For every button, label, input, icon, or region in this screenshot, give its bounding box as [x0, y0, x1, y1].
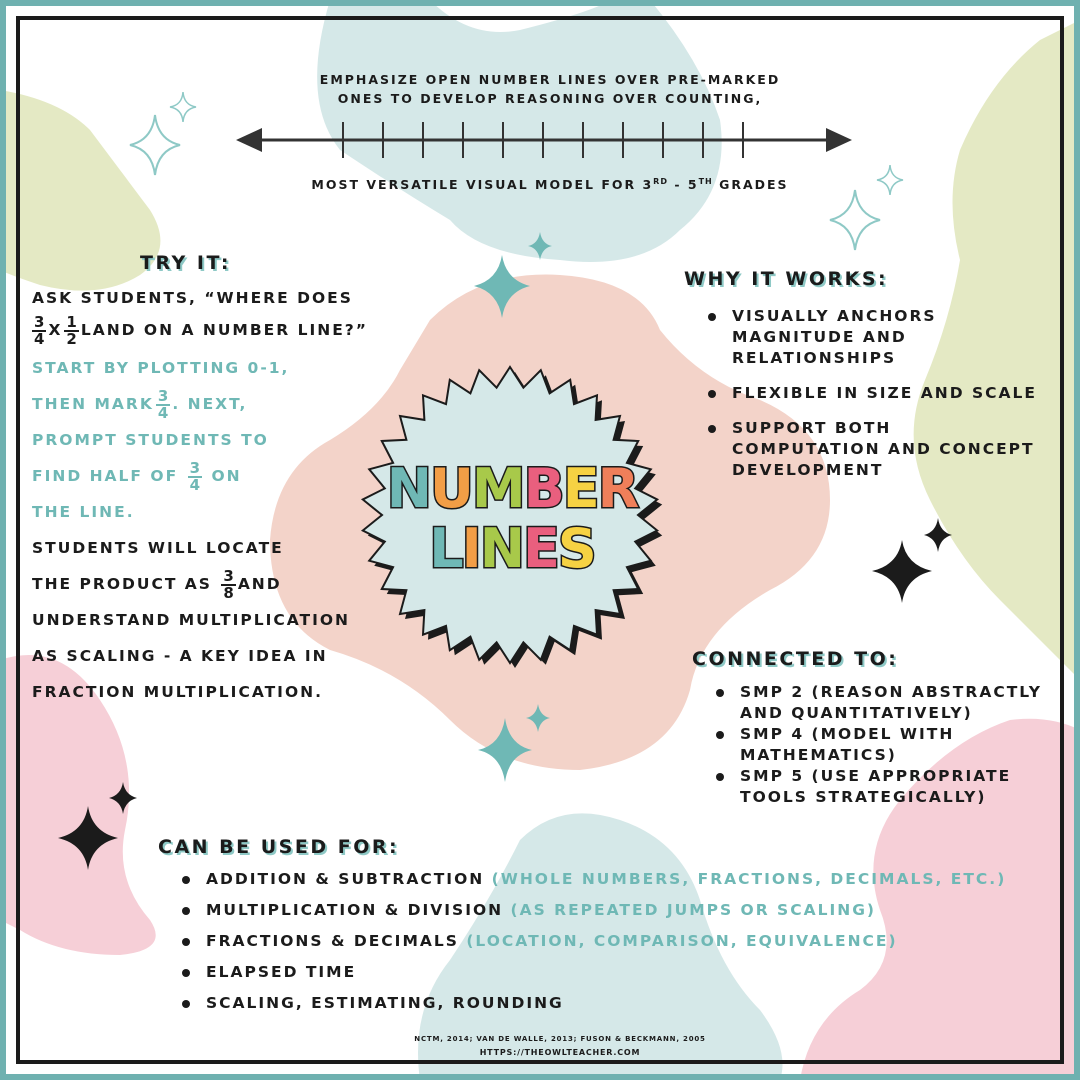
connected-to-list	[712, 682, 1052, 808]
title-letter: E	[522, 517, 558, 580]
try-steps	[32, 350, 362, 530]
connected-to-heading: CONNECTED TO:	[692, 648, 899, 670]
green-blob-left	[0, 90, 160, 291]
list-item: FRACTIONS & DECIMALS (LOCATION, COMPARISON, EQUIVALENCE)	[178, 931, 1038, 952]
title-letter: N	[479, 517, 523, 580]
list-item: SCALING, ESTIMATING, ROUNDING	[178, 993, 1038, 1014]
fraction-three-fourths: $\frac{3}{4}$	[189, 458, 201, 494]
fraction-three-fourths: $\frac{3}{4}$	[34, 312, 45, 348]
result-5: FRACTION MULTIPLICATION.	[32, 683, 323, 701]
can-be-used-for-list	[178, 869, 1038, 1024]
fraction-one-half: $\frac{1}{2}$	[66, 312, 77, 348]
list-item: SMP 4 (MODEL WITH MATHEMATICS)	[712, 724, 1052, 766]
title-letter: I	[461, 517, 480, 580]
intro-line-2: ONES TO DEVELOP REASONING OVER COUNTING,	[337, 91, 763, 106]
list-item: VISUALLY ANCHORS MAGNITUDE AND RELATIONSHIPS	[704, 306, 1044, 369]
list-item: SUPPORT BOTH COMPUTATION AND CONCEPT DEVELOPMENT	[704, 418, 1044, 481]
try-result	[32, 530, 362, 710]
sparkle-black-1	[872, 540, 932, 603]
title-letter: N	[386, 457, 430, 520]
step-2: THEN MARK $\frac{3}{4}$ . NEXT,	[32, 386, 248, 422]
number-line-right-arrow	[826, 128, 852, 152]
try-question-line-1: ASK STUDENTS, “WHERE DOES	[32, 289, 353, 307]
result-2: THE PRODUCT AS $\frac{3}{8}$ AND	[32, 566, 282, 602]
source-url: HTTPS://THEOWLTEACHER.COM	[479, 1048, 641, 1057]
intro-line-1: EMPHASIZE OPEN NUMBER LINES OVER PRE-MARKED	[319, 72, 781, 87]
list-item: ELAPSED TIME	[178, 962, 1038, 983]
list-item: FLEXIBLE IN SIZE AND SCALE	[704, 383, 1044, 404]
why-it-works-heading: WHY IT WORKS:	[684, 268, 889, 290]
step-3: PROMPT STUDENTS TO	[32, 431, 269, 449]
number-line-left-arrow	[236, 128, 262, 152]
title-word-lines	[429, 517, 595, 580]
sparkle-teal-2	[830, 190, 880, 250]
intro-text	[300, 70, 800, 108]
number-line-caption: MOST VERSATILE VISUAL MODEL FOR 3RD - 5TH GRADES	[311, 177, 789, 193]
title-letter: L	[429, 517, 462, 580]
step-4: FIND HALF OF $\frac{3}{4}$ ON	[32, 458, 242, 494]
citation: NCTM, 2014; VAN DE WALLE, 2013; FUSON & BECKMANN, 2005	[414, 1035, 706, 1043]
list-item: SMP 5 (USE APPROPRIATE TOOLS STRATEGICALLY)	[712, 766, 1052, 808]
sparkle-teal-3	[877, 165, 903, 195]
try-it-body	[32, 280, 368, 710]
title-word-number	[387, 457, 639, 520]
title-letter: U	[429, 457, 472, 520]
step-1: START BY PLOTTING 0-1,	[32, 359, 290, 377]
result-3: UNDERSTAND MULTIPLICATION	[32, 611, 351, 629]
fraction-three-eighths: $\frac{3}{8}$	[223, 566, 234, 602]
title-letter: R	[597, 457, 638, 520]
list-item: MULTIPLICATION & DIVISION (AS REPEATED JUMPS OR SCALING)	[178, 900, 1038, 921]
title-letter: M	[471, 457, 524, 520]
try-it-heading: TRY IT:	[140, 252, 232, 274]
list-item: SMP 2 (REASON ABSTRACTLY AND QUANTITATIVELY)	[712, 682, 1052, 724]
result-1: STUDENTS WILL LOCATE	[32, 539, 284, 557]
list-item: ADDITION & SUBTRACTION (WHOLE NUMBERS, FRACTIONS, DECIMALS, ETC.)	[178, 869, 1038, 890]
result-4: AS SCALING - A KEY IDEA IN	[32, 647, 328, 665]
try-question-line-2: $\frac{3}{4}$ X $\frac{1}{2}$ LAND ON A NUMBER LINE?”	[34, 312, 368, 348]
fraction-three-fourths: $\frac{3}{4}$	[157, 386, 169, 422]
title-letter: E	[562, 457, 598, 520]
title-letter: B	[523, 457, 563, 520]
sparkle-teal-1	[130, 92, 196, 175]
step-5: THE LINE.	[32, 503, 135, 521]
title-badge	[350, 355, 670, 675]
why-it-works-list	[704, 306, 1044, 495]
number-line-graphic	[230, 118, 860, 164]
title-letter: S	[557, 517, 595, 580]
can-be-used-for-heading: CAN BE USED FOR:	[158, 836, 400, 858]
